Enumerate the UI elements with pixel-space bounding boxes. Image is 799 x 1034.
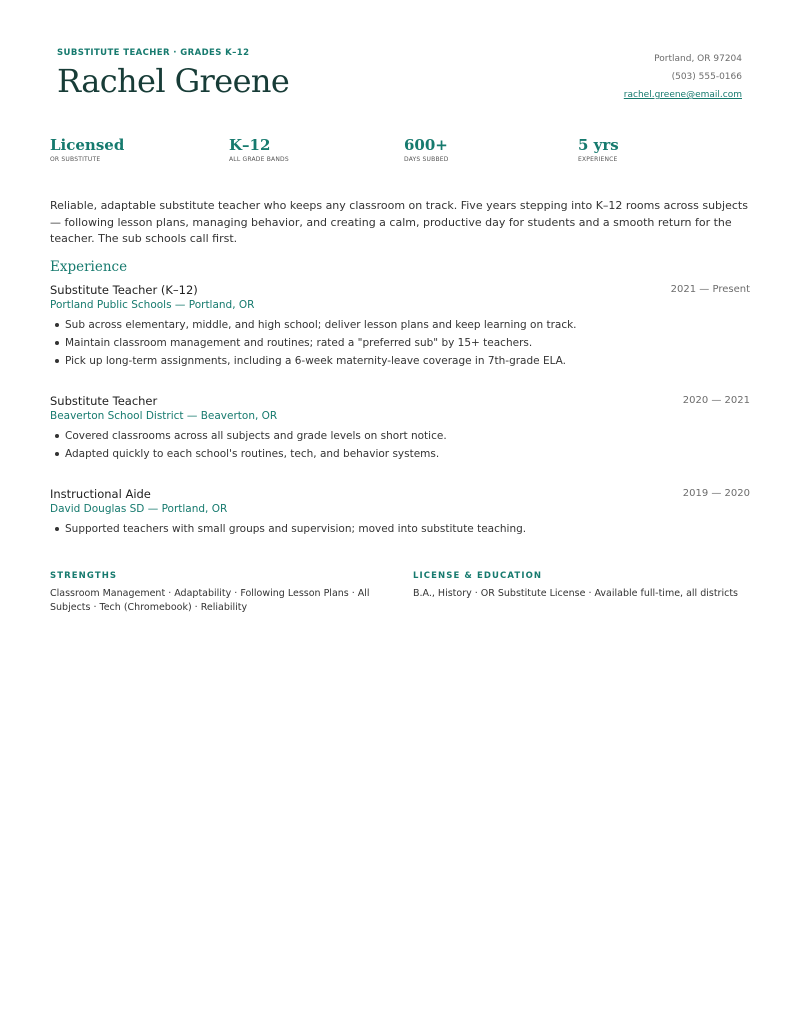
job-title: Instructional Aide: [50, 487, 151, 501]
candidate-name: Rachel Greene: [57, 62, 290, 100]
contact-block: [624, 52, 742, 106]
job-entry: [50, 487, 750, 538]
education-details: B.A., History · OR Substitute License · Available full-time, all districts: [413, 588, 738, 599]
stat-grades: [229, 135, 289, 163]
bullet-dot-icon: [55, 323, 59, 327]
stat-experience: [578, 135, 619, 163]
stats-row: [50, 135, 750, 169]
summary-paragraph: Reliable, adaptable substitute teacher who keeps any classroom on track. Five years stepping into K–12 rooms across subjects — following lesson plans, managing behavior, and creating a calm, productive day for students and a smooth return for the teacher. The sub schools call first.: [50, 199, 748, 245]
bullet-dot-icon: [55, 359, 59, 363]
role-eyebrow: SUBSTITUTE TEACHER · GRADES K–12: [57, 48, 250, 58]
job-dates: 2021 — Present: [670, 284, 750, 295]
stat-label: ALL GRADE BANDS: [229, 156, 289, 163]
stat-value: 600+: [404, 136, 448, 154]
job-organization: Beaverton School District — Beaverton, OR: [50, 410, 278, 422]
bullet-item: Supported teachers with small groups and supervision; moved into substitute teaching.: [50, 520, 750, 538]
job-bullets: [50, 427, 750, 463]
bullet-item: Pick up long-term assignments, including a 6-week maternity-leave coverage in 7th-grade ELA.: [50, 352, 750, 370]
job-title: Substitute Teacher (K–12): [50, 283, 198, 297]
strengths-section: [50, 570, 375, 615]
bullet-item: Maintain classroom management and routines; rated a "preferred sub" by 15+ teachers.: [50, 334, 750, 352]
experience-heading: Experience: [50, 259, 128, 275]
bullet-dot-icon: [55, 527, 59, 531]
stat-label: DAYS SUBBED: [404, 156, 449, 163]
contact-email-link[interactable]: rachel.greene@email.com: [623, 90, 742, 100]
job-dates: 2020 — 2021: [682, 395, 750, 406]
job-title: Substitute Teacher: [50, 394, 158, 408]
bullet-dot-icon: [55, 452, 59, 456]
job-organization: Portland Public Schools — Portland, OR: [50, 299, 255, 311]
stat-value: 5 yrs: [578, 136, 619, 154]
stat-label: EXPERIENCE: [578, 156, 618, 163]
strengths-list: Classroom Management · Adaptability · Following Lesson Plans · All Subjects · Tech (Chromebook) · Reliability: [50, 588, 370, 613]
bullet-dot-icon: [55, 434, 59, 438]
stat-days: [404, 135, 449, 163]
job-entry: [50, 394, 750, 463]
bullet-dot-icon: [55, 341, 59, 345]
stat-value: K–12: [229, 136, 271, 154]
stat-value: Licensed: [50, 136, 125, 154]
job-bullets: [50, 520, 750, 538]
strengths-heading: STRENGTHS: [50, 571, 118, 581]
stat-licensed: [50, 135, 124, 163]
education-section: [413, 570, 750, 601]
job-organization: David Douglas SD — Portland, OR: [50, 503, 228, 515]
contact-phone: (503) 555-0166: [671, 72, 742, 82]
contact-location: Portland, OR 97204: [654, 54, 742, 64]
bullet-item: Covered classrooms across all subjects and grade levels on short notice.: [50, 427, 750, 445]
bullet-item: Sub across elementary, middle, and high school; deliver lesson plans and keep learning on track.: [50, 316, 750, 334]
job-entry: [50, 283, 750, 370]
education-heading: LICENSE & EDUCATION: [413, 571, 543, 581]
bullet-item: Adapted quickly to each school's routines, tech, and behavior systems.: [50, 445, 750, 463]
job-bullets: [50, 316, 750, 370]
job-dates: 2019 — 2020: [682, 488, 750, 499]
stat-label: OR SUBSTITUTE: [50, 156, 101, 163]
